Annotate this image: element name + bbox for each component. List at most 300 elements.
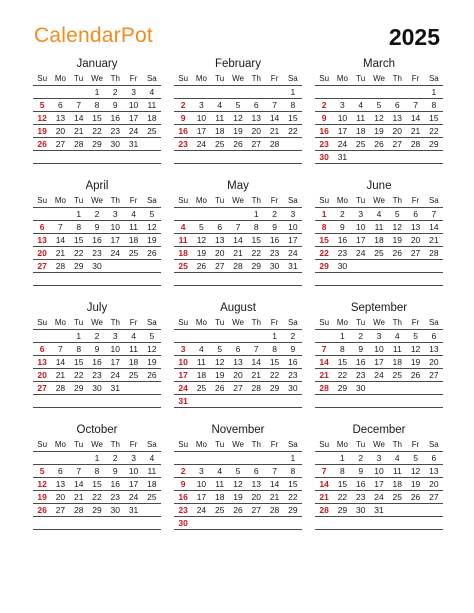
week-row [315,273,443,286]
date-cell: 16 [355,357,366,367]
sunday-date [315,395,333,407]
weekday-label: We [232,74,244,83]
sunday-date: 27 [37,383,47,393]
date-cell [192,330,210,342]
date-cell [425,382,443,394]
date-cell: 11 [129,344,138,354]
sunday-date [315,273,333,285]
week-row [174,221,302,234]
date-cell: 29 [269,383,280,393]
sunday-date [33,395,51,407]
date-cell: 7 [58,344,63,354]
weekday-label: Sa [146,74,157,83]
week-row [33,112,161,125]
date-cell: 24 [374,370,384,380]
weekday-label: Su [319,74,330,83]
date-cell [124,151,142,163]
week-row [174,356,302,369]
date-cell: 26 [147,248,157,258]
date-cell [425,395,443,407]
sunday-date [33,86,51,98]
date-cell: 12 [233,113,243,123]
date-cell [124,382,142,394]
date-cell: 25 [392,370,403,380]
sunday-date [174,86,192,98]
week-row [33,452,161,465]
date-cell: 10 [355,222,366,232]
date-cell: 15 [92,479,102,489]
date-cell: 6 [394,100,400,110]
weekday-label: Mo [336,440,348,449]
date-cell: 3 [131,87,136,97]
date-cell [247,452,265,464]
date-cell: 8 [340,466,345,476]
date-cell: 7 [413,100,418,110]
week-row [315,221,443,234]
sunday-date: 26 [37,505,47,515]
week-row [315,356,443,369]
weekday-label: Su [37,74,48,83]
date-cell: 27 [251,505,262,515]
date-cell [51,151,69,163]
date-cell [106,395,124,407]
date-cell: 10 [337,113,348,123]
date-cell: 2 [340,209,345,219]
date-cell [106,151,124,163]
sunday-date: 21 [319,492,329,502]
date-cell [143,273,161,285]
date-cell: 3 [290,209,296,219]
date-cell: 26 [196,261,207,271]
date-cell: 21 [269,126,280,136]
date-cell: 9 [112,466,118,476]
date-cell [247,151,265,163]
date-cell: 6 [413,209,418,219]
sunday-date: 9 [321,113,327,123]
month-weeks [33,86,161,164]
date-cell: 11 [356,113,366,123]
date-cell [124,395,142,407]
date-cell: 13 [251,479,262,489]
date-cell: 10 [128,100,139,110]
date-cell: 6 [58,100,63,110]
week-row [174,208,302,221]
sunday-date: 14 [319,357,329,367]
sunday-date: 23 [319,139,329,149]
date-cell: 1 [76,209,82,219]
weekday-header-row [33,439,161,452]
date-cell [370,517,388,529]
date-cell: 1 [290,87,296,97]
sunday-date: 4 [180,222,186,232]
date-cell: 28 [251,383,262,393]
sunday-date: 30 [319,152,329,162]
date-cell: 26 [410,370,421,380]
date-cell [406,151,424,163]
date-cell: 21 [55,248,66,258]
date-cell: 22 [337,492,348,502]
date-cell: 19 [233,492,243,502]
date-cell [124,273,142,285]
month-december [315,422,443,530]
date-cell: 30 [337,261,348,271]
weekday-label: Tu [74,74,84,83]
month-weeks [315,208,443,286]
date-cell [388,273,406,285]
date-cell: 14 [73,113,84,123]
date-cell: 18 [147,113,157,123]
date-cell: 11 [147,466,157,476]
sunday-date [315,517,333,529]
date-cell [388,504,406,516]
date-cell: 22 [92,126,102,136]
sunday-date [33,452,51,464]
date-cell [229,330,247,342]
date-cell: 4 [394,331,400,341]
date-cell: 28 [429,248,439,258]
date-cell: 3 [131,453,136,463]
weekday-label: Tu [356,74,366,83]
date-cell: 23 [92,370,102,380]
weekday-label: We [373,440,385,449]
date-cell [425,151,443,163]
date-cell: 19 [214,370,225,380]
month-name: December [352,424,406,436]
date-cell: 25 [355,139,366,149]
sunday-date [174,151,192,163]
date-cell [106,260,124,272]
date-cell: 10 [128,466,139,476]
date-cell: 20 [233,370,243,380]
month-name: May [227,180,249,192]
month-name: February [214,58,262,70]
week-row [33,517,161,530]
month-weeks [174,86,302,164]
date-cell [192,86,210,98]
sunday-date: 7 [321,466,327,476]
date-cell: 26 [410,492,421,502]
month-july [33,300,161,408]
sunday-date: 24 [178,383,188,393]
date-cell: 28 [269,139,280,149]
week-row [33,273,161,286]
week-row [174,478,302,491]
date-cell: 17 [355,235,366,245]
weekday-header-row [174,317,302,330]
date-cell [265,86,283,98]
week-row [315,260,443,273]
month-weeks [315,452,443,530]
week-row [33,260,161,273]
date-cell: 13 [392,113,403,123]
date-cell [143,151,161,163]
sunday-date: 7 [321,344,327,354]
date-cell [388,395,406,407]
date-cell: 9 [112,100,118,110]
weekday-label: Su [319,196,330,205]
date-cell: 18 [374,235,384,245]
date-cell: 11 [129,222,138,232]
month-april [33,178,161,286]
week-row [174,465,302,478]
date-cell: 22 [337,370,348,380]
date-cell: 14 [55,235,66,245]
sunday-date: 16 [178,126,188,136]
date-cell [406,86,424,98]
month-august [174,300,302,408]
date-cell: 8 [272,344,277,354]
sunday-date [174,452,192,464]
date-cell: 16 [337,235,348,245]
week-row [33,356,161,369]
date-cell: 11 [392,466,402,476]
month-weeks [174,208,302,286]
date-cell: 3 [199,466,204,476]
date-cell [333,517,351,529]
date-cell: 14 [269,113,280,123]
date-cell: 4 [149,453,155,463]
date-cell: 21 [73,492,84,502]
date-cell [124,517,142,529]
date-cell: 15 [429,113,439,123]
week-row [315,382,443,395]
date-cell: 27 [214,261,225,271]
date-cell: 18 [355,126,366,136]
date-cell: 16 [269,235,280,245]
date-cell: 27 [429,492,439,502]
date-cell [284,273,302,285]
date-cell: 30 [110,139,121,149]
date-cell [192,151,210,163]
sunday-date [315,330,333,342]
date-cell: 29 [92,139,102,149]
weekday-label: Th [251,196,261,205]
sunday-date [33,273,51,285]
date-cell: 3 [112,331,118,341]
sunday-date: 12 [37,113,47,123]
week-row [315,491,443,504]
week-row [315,465,443,478]
date-cell: 14 [251,357,262,367]
date-cell: 7 [431,209,437,219]
date-cell [211,452,229,464]
week-row [315,452,443,465]
weekday-label: Th [392,74,402,83]
date-cell: 12 [147,344,157,354]
date-cell: 7 [272,100,277,110]
date-cell: 17 [337,126,348,136]
date-cell: 8 [290,100,296,110]
date-cell [88,273,106,285]
date-cell: 27 [392,139,403,149]
date-cell: 21 [55,370,66,380]
date-cell [370,260,388,272]
week-row [174,151,302,164]
week-row [174,517,302,530]
date-cell [425,504,443,516]
date-cell: 2 [112,87,118,97]
date-cell: 1 [431,87,437,97]
date-cell: 2 [290,331,296,341]
month-name: March [363,58,395,70]
date-cell: 23 [110,126,121,136]
date-cell [406,382,424,394]
weekday-label: Th [392,196,402,205]
date-cell: 22 [429,126,439,136]
date-cell: 27 [410,248,421,258]
date-cell: 9 [358,466,364,476]
month-june [315,178,443,286]
date-cell: 27 [233,383,243,393]
date-cell: 27 [251,139,262,149]
sunday-date [33,517,51,529]
sunday-date [33,208,51,220]
date-cell [211,517,229,529]
date-cell: 17 [128,113,139,123]
date-cell [425,273,443,285]
week-row [315,247,443,260]
week-row [174,369,302,382]
month-november [174,422,302,530]
sunday-date: 22 [319,248,329,258]
date-cell [333,273,351,285]
weekday-label: Mo [195,318,207,327]
weekday-label: Mo [54,440,66,449]
date-cell: 5 [376,100,382,110]
week-row [315,343,443,356]
date-cell [406,517,424,529]
date-cell: 10 [374,344,384,354]
weekday-label: Su [319,318,330,327]
weekday-label: We [232,196,244,205]
date-cell: 18 [392,479,403,489]
date-cell: 8 [290,466,296,476]
date-cell [229,86,247,98]
date-cell: 4 [131,209,136,219]
month-march [315,56,443,164]
month-name: September [350,302,408,314]
date-cell: 29 [92,505,102,515]
date-cell [88,517,106,529]
weekday-label: Sa [428,196,439,205]
date-cell: 4 [358,100,364,110]
date-cell: 10 [110,344,121,354]
date-cell [352,260,370,272]
month-weeks [315,330,443,408]
weekday-label: We [232,318,244,327]
week-row [174,452,302,465]
date-cell [425,517,443,529]
date-cell: 22 [288,126,298,136]
weekday-label: Mo [336,196,348,205]
date-cell: 24 [196,139,207,149]
date-cell: 19 [410,357,421,367]
date-cell: 20 [429,357,439,367]
date-cell [370,273,388,285]
weekday-label: Tu [215,74,225,83]
date-cell [88,151,106,163]
date-cell: 20 [392,126,403,136]
date-cell: 27 [429,370,439,380]
weekday-label: Tu [215,318,225,327]
date-cell: 15 [73,357,84,367]
date-cell: 21 [410,126,421,136]
calendar-year: 2025 [388,24,440,50]
weekday-header-row [315,317,443,330]
date-cell: 18 [214,126,225,136]
weekday-label: Tu [356,318,366,327]
week-row [33,465,161,478]
date-cell: 4 [149,87,155,97]
sunday-date: 6 [39,344,45,354]
sunday-date: 31 [178,396,188,406]
date-cell: 6 [431,453,437,463]
weekday-label: Fr [270,318,279,327]
date-cell: 4 [376,209,382,219]
sunday-date: 2 [180,100,186,110]
date-cell [51,517,69,529]
month-name: November [211,424,265,436]
date-cell: 8 [94,466,100,476]
date-cell [70,452,88,464]
date-cell: 13 [55,479,66,489]
weekday-label: Fr [129,318,138,327]
week-row [33,504,161,517]
date-cell: 28 [269,505,280,515]
date-cell [192,208,210,220]
date-cell: 4 [131,331,136,341]
weekday-label: Fr [129,74,138,83]
week-row [174,125,302,138]
week-row [315,112,443,125]
date-cell: 14 [73,479,84,489]
week-row [174,395,302,408]
week-row [174,138,302,151]
date-cell: 30 [288,383,298,393]
week-row [33,343,161,356]
date-cell: 20 [410,235,421,245]
date-cell [70,86,88,98]
sunday-date: 5 [39,100,45,110]
date-cell: 20 [55,126,66,136]
date-cell [333,86,351,98]
weekday-label: Su [37,440,48,449]
date-cell [211,273,229,285]
sunday-date: 21 [319,370,329,380]
weekday-label: We [91,318,103,327]
weekday-label: Mo [195,74,207,83]
week-row [174,343,302,356]
date-cell: 6 [253,100,259,110]
date-cell: 30 [92,261,102,271]
date-cell: 5 [413,331,418,341]
date-cell: 3 [376,453,382,463]
date-cell [192,452,210,464]
week-row [33,478,161,491]
date-cell: 23 [355,370,366,380]
date-cell [124,260,142,272]
weekday-label: Fr [411,318,420,327]
sunday-date: 20 [37,248,47,258]
weekday-label: We [91,440,103,449]
week-row [315,395,443,408]
date-cell: 25 [196,383,207,393]
date-cell [229,517,247,529]
date-cell [265,395,283,407]
date-cell: 1 [94,453,100,463]
date-cell: 5 [149,331,155,341]
date-cell: 19 [392,235,403,245]
